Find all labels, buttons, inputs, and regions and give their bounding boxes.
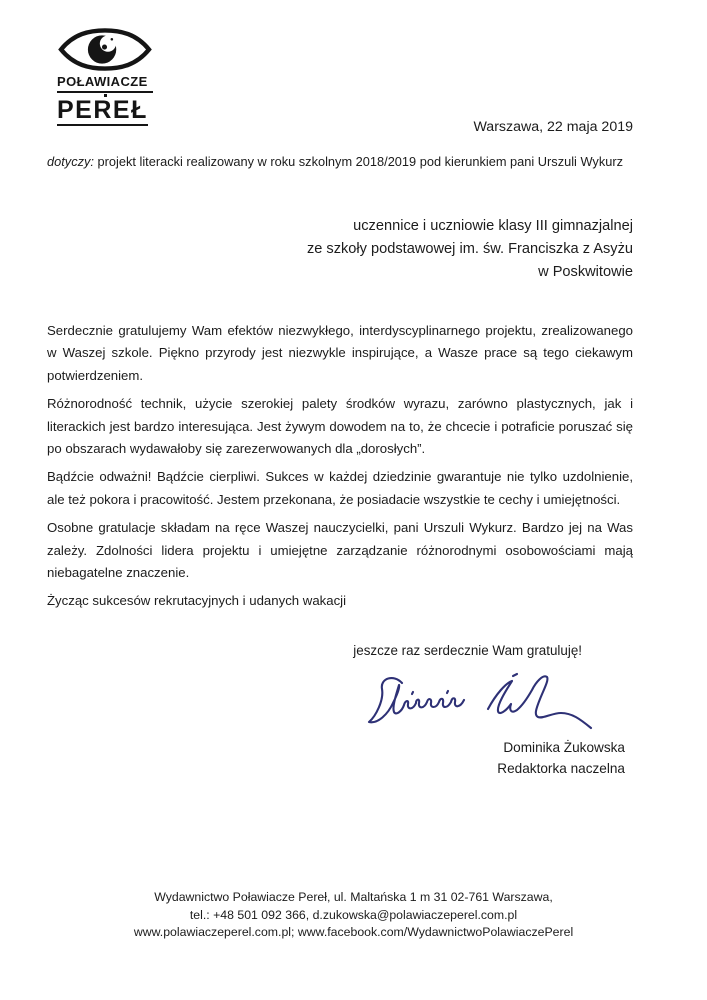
footer-contact-line: tel.: +48 501 092 366, d.zukowska@polawiaczeperel.com.pl xyxy=(189,907,518,922)
footer-web-line: www.polawiaczeperel.com.pl; www.facebook.com/WydawnictwoPolawiaczePerel xyxy=(133,925,574,939)
signature-block xyxy=(47,737,633,779)
letter-paragraph: Osobne gratulacje składam na ręce Waszej nauczycielki, pani Urszuli Wykurz. Bardzo jej na Was zależy. Zdolności lidera projektu i umiejętne zarządzanie różnorodnymi osobowościami mają niebagatelne znaczenie. xyxy=(47,520,633,581)
addressee-line: ze szkoły podstawowej im. św. Franciszka z Asyżu xyxy=(306,241,633,257)
date-line: Warszawa, 22 maja 2019 xyxy=(473,119,633,135)
addressee-line: w Poskwitowie xyxy=(538,264,633,280)
brand-name-bottom: PEREŁ xyxy=(57,97,148,126)
signoff-line: jeszcze raz serdecznie Wam gratuluję! xyxy=(353,643,582,658)
handwritten-signature-icon xyxy=(366,670,594,734)
letter-paragraph: Życząc sukcesów rekrutacyjnych i udanych wakacji xyxy=(47,593,347,609)
letter-paragraph: Serdecznie gratulujemy Wam efektów niezwykłego, interdyscyplinarnego projektu, zrealizowanego w Waszej szkole. Piękno przyrody jest niezwykle inspirujące, a Wasze prace są tego ciekawym potwierdzeniem. xyxy=(47,323,633,383)
letter-body xyxy=(47,320,633,619)
letter-paragraph: Różnorodność technik, użycie szerokiej palety środków wyrazu, zarówno plastycznych, jak i literackich jest bardzo interesująca. Jest żywym dowodem na to, że chcecie i potraficie poruszać się po obszarach wydawałoby się zarezerwowanych dla „dorosłych”. xyxy=(47,396,633,457)
letter-footer xyxy=(0,889,707,942)
footer-address-line: Wydawnictwo Poławiacze Pereł, ul. Maltańska 1 m 31 02-761 Warszawa, xyxy=(154,890,553,904)
subject-label: dotyczy: xyxy=(47,154,94,169)
signature-name: Dominika Żukowska xyxy=(503,740,625,755)
eye-pearl-icon xyxy=(57,28,153,71)
letter-paragraph: Bądźcie odważni! Bądźcie cierpliwi. Sukces w każdej dziedzinie gwarantuje nie tylko uzdolnienie, ale też pokora i pracowitość. Jestem przekonana, że posiadacie wszystkie te cechy i umiejętności. xyxy=(47,469,633,507)
publisher-logo xyxy=(57,28,153,126)
signature-role: Redaktorka naczelna xyxy=(497,761,625,776)
addressee-block xyxy=(47,215,633,284)
subject-line xyxy=(47,154,623,169)
brand-name-top: POŁAWIACZE xyxy=(57,71,153,93)
addressee-line: uczennice i uczniowie klasy III gimnazjalnej xyxy=(353,218,633,234)
subject-text: projekt literacki realizowany w roku szkolnym 2018/2019 pod kierunkiem pani Urszuli Wykurz xyxy=(93,154,623,169)
